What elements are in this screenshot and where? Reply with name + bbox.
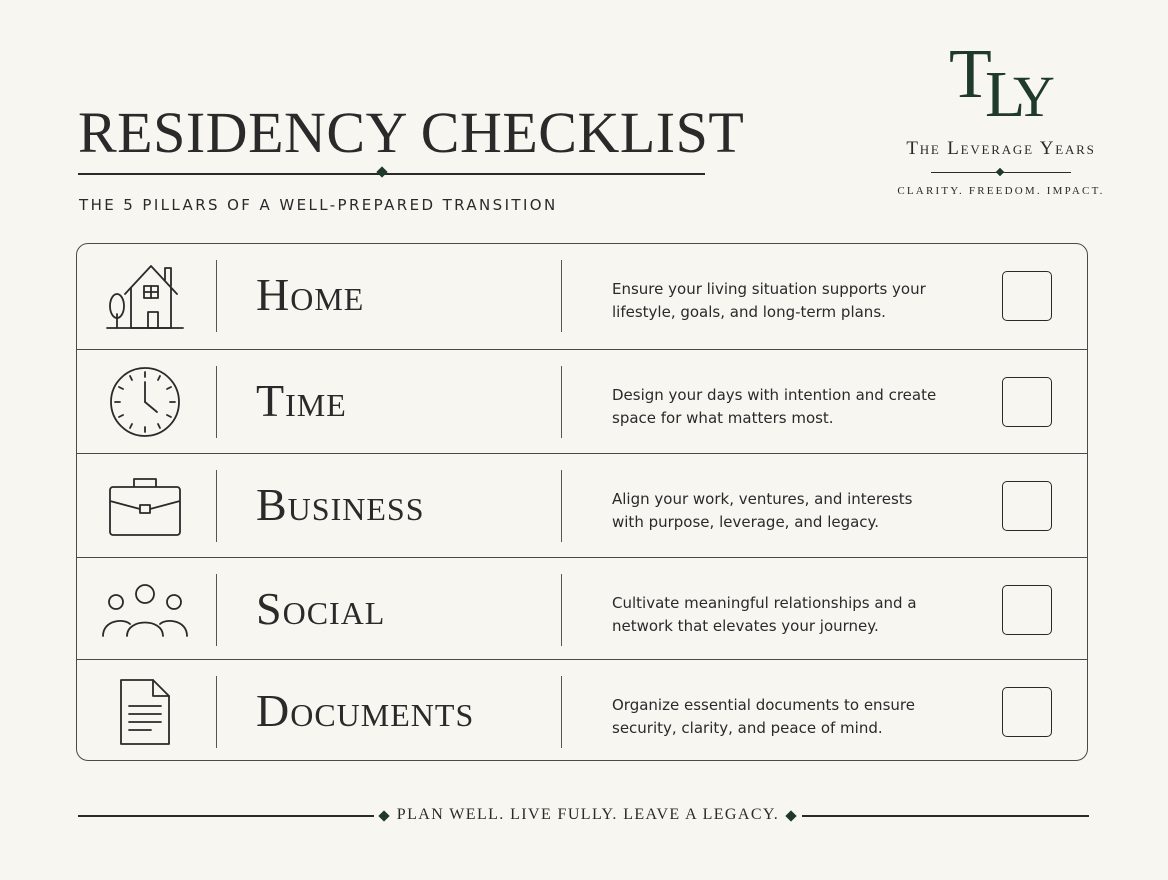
pillar-description: Align your work, ventures, and interests with purpose, leverage, and legacy. (612, 490, 913, 531)
title-divider (78, 173, 705, 175)
pillar-description: Ensure your living situation supports your lifestyle, goals, and long-term plans. (612, 280, 926, 321)
checklist-row-social (77, 557, 1087, 660)
row-divider (561, 574, 562, 646)
briefcase-icon (97, 464, 193, 548)
checkbox-home[interactable] (1002, 271, 1052, 321)
brand-block (880, 36, 1122, 197)
monogram-letter-y: Y (1013, 64, 1055, 129)
pillar-description: Organize essential documents to ensure security, clarity, and peace of mind. (612, 696, 915, 737)
pillar-label: Home (256, 269, 365, 320)
monogram-letter-t: T (949, 36, 992, 113)
checklist-row-home (77, 244, 1087, 347)
row-divider (216, 676, 217, 748)
pillar-label: Time (256, 375, 347, 426)
brand-divider (931, 172, 1071, 173)
brand-divider-diamond (996, 168, 1004, 176)
row-divider (216, 470, 217, 542)
pillar-label: Documents (256, 685, 475, 736)
footer-divider-right (802, 815, 1089, 817)
monogram-letter-l: L (985, 58, 1026, 131)
pillar-description: Design your days with intention and create space for what matters most. (612, 386, 937, 427)
checklist-row-business (77, 453, 1087, 556)
checkbox-documents[interactable] (1002, 687, 1052, 737)
checklist-row-time (77, 349, 1087, 452)
pillar-label: Social (256, 583, 386, 634)
checkbox-business[interactable] (1002, 481, 1052, 531)
row-divider (561, 366, 562, 438)
row-divider (216, 366, 217, 438)
brand-tagline: CLARITY. FREEDOM. IMPACT. (897, 185, 1105, 197)
brand-name: The Leverage Years (906, 138, 1096, 159)
house-icon (97, 254, 193, 338)
footer-divider-left (78, 815, 374, 817)
footer-motto: PLAN WELL. LIVE FULLY. LEAVE A LEGACY. (396, 806, 780, 823)
row-divider (561, 470, 562, 542)
page-subtitle: THE 5 PILLARS OF A WELL-PREPARED TRANSITION (79, 196, 558, 214)
page-title: RESIDENCY CHECKLIST (78, 100, 745, 165)
brand-monogram-logo (941, 36, 1061, 136)
clock-icon (97, 360, 193, 444)
pillar-label: Business (256, 479, 425, 530)
pillar-description: Cultivate meaningful relationships and a network that elevates your journey. (612, 594, 917, 635)
checkbox-social[interactable] (1002, 585, 1052, 635)
row-divider (561, 260, 562, 332)
checklist-table (76, 243, 1088, 761)
row-divider (216, 260, 217, 332)
checkbox-time[interactable] (1002, 377, 1052, 427)
row-divider (216, 574, 217, 646)
checklist-row-documents (77, 659, 1087, 761)
divider-diamond (376, 166, 387, 177)
row-divider (561, 676, 562, 748)
document-icon (97, 670, 193, 754)
people-icon (97, 568, 193, 652)
